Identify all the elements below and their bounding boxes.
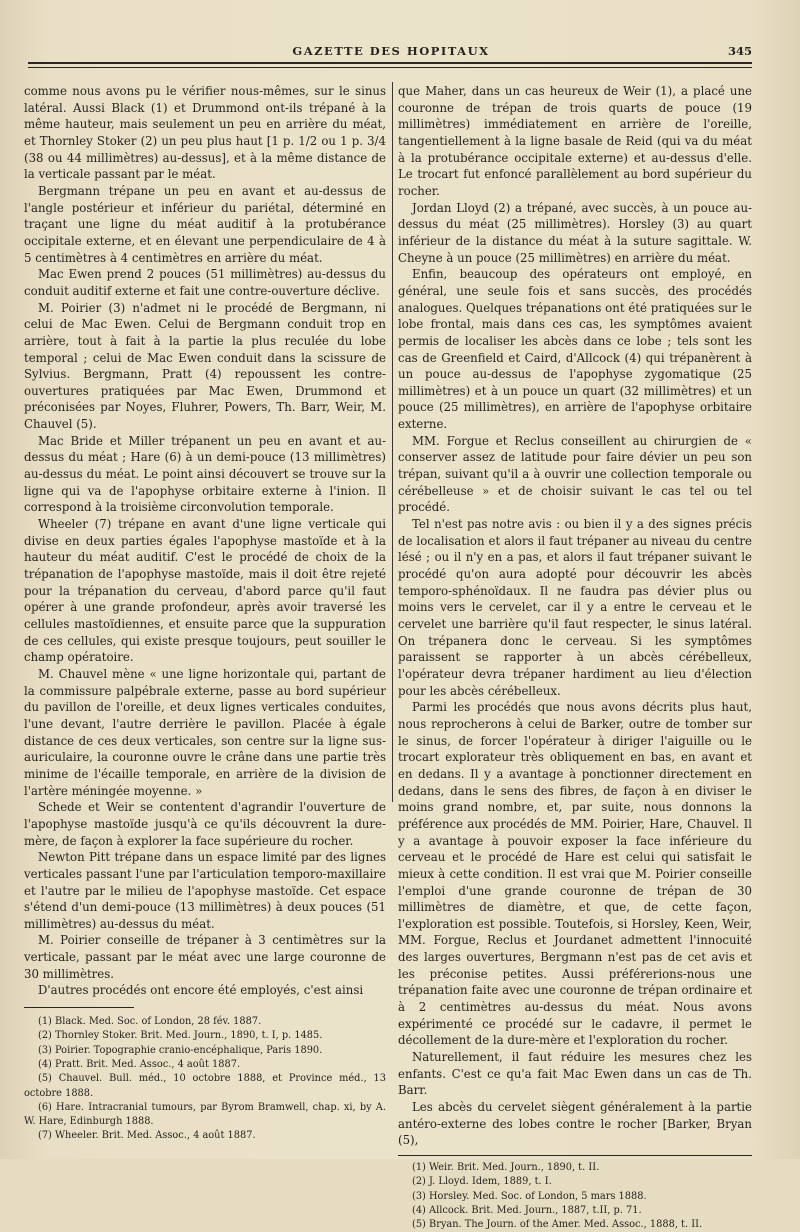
footnote: (5) Chauvel. Bull. méd., 10 octobre 1888, et Province méd., 13 octobre 1888. — [24, 1073, 386, 1099]
journal-title: GAZETTE DES HOPITAUX — [292, 44, 490, 58]
paragraph: Parmi les procédés que nous avons décrits plus haut, nous reprocherons à celui de Barker, outre de tomber sur le sinus, de forcer l'opérateur à diriger l'aiguille ou le trocart explorateur très obliquement en bas, en avant et en dedans. Il y a avantage à ponctionner directement en dedans, dans le sens des fibres, de façon à en diviser le moins grand nombre, et, par suite, nous donnons la préférence aux procédés de MM. Poirier, Hare, Chauvel. Il y a avantage à pouvoir exposer la face inférieure du cerveau et le procédé de Hare est celui qui satisfait le mieux à cette condition. Il est vrai que M. Poirier conseille l'emploi d'une grande couronne de trépan de 30 millimètres de diamètre, et que, de cette façon, l'exploration est possible. Toutefois, si Horsley, Keen, Weir, MM. Forgue, Reclus et Jourdanet admettent l'innocuité des larges ouvertures, Bergmann n'est pas de cet avis et les préconise petites. Aussi préférerions-nous une trépanation faite avec une couronne de trépan ordinaire et à 2 centimètres au-dessus du méat. Nous avons expérimenté ce procédé sur le cadavre, il permet le décollement de la dure-mère et l'exploration du rocher. — [398, 700, 752, 1048]
paragraph: Schede et Weir se contentent d'agrandir l'ouverture de l'apophyse mastoïde jusqu'à ce qu'ils découvrent la dure-mère, de façon à explorer la face supérieure du rocher. — [24, 800, 386, 848]
footnote: (3) Poirier. Topographie cranio-encéphalique, Paris 1890. — [38, 1044, 323, 1056]
paragraph: comme nous avons pu le vérifier nous-mêmes, sur le sinus latéral. Aussi Black (1) et Drummond ont-ils trépané à la même hauteur, mais seulement un peu en arrière du méat, et Thornley Stoker (2) un peu plus haut [1 p. 1/2 ou 1 p. 3/4 (38 ou 44 millimètres) au-dessus], et à la même distance de la verticale passant par le méat. — [24, 84, 386, 182]
footnote: (4) Allcock. Brit. Med. Journ., 1887, t.II, p. 71. — [412, 1204, 642, 1216]
paragraph: Bergmann trépane un peu en avant et au-dessus de l'angle postérieur et inférieur du pariétal, déterminé en traçant une ligne du méat auditif à la protubérance occipitale externe, et en élevant une perpendiculaire de 4 à 5 centimètres à 4 centimètres en arrière du méat. — [24, 183, 386, 265]
footnote: (5) Bryan. The Journ. of the Amer. Med. Assoc., 1888, t. II. — [412, 1219, 703, 1231]
footnote: (3) Horsley. Med. Soc. of London, 5 mars 1888. — [412, 1190, 647, 1202]
footnote: (7) Wheeler. Brit. Med. Assoc., 4 août 1887. — [38, 1130, 256, 1142]
footnote: (1) Weir. Brit. Med. Journ., 1890, t. II. — [412, 1162, 600, 1173]
paragraph: Tel n'est pas notre avis : ou bien il y a des signes précis de localisation et alors il faut trépaner au niveau du centre lésé ; ou il n'y en a pas, et alors il faut trépaner suivant le procédé qu'on aura adopté pour découvrir les abcès temporo-sphénoïdaux. Il ne faudra pas dévier plus ou moins vers le cervelet, car il y a entre le cerveau et le cervelet une barrière qu'il faut respecter, le sinus latéral. On trépanera donc le cerveau. Si les symptômes paraissent se rapporter à un abcès cérébelleux, l'opérateur devra trépaner hardiment au lieu d'élection pour les abcès cérébelleux. — [398, 517, 752, 698]
paragraph: MM. Forgue et Reclus conseillent au chirurgien de « conserver assez de latitude pour faire dévier un peu son trépan, suivant qu'il a à ouvrir une collection temporale ou cérébelleuse » et de choisir suivant le cas tel ou tel procédé. — [398, 433, 752, 515]
paragraph: Naturellement, il faut réduire les mesures chez les enfants. C'est ce qu'a fait Mac Ewen dans un cas de Th. Barr. — [398, 1050, 752, 1098]
paragraph: Les abcès du cervelet siègent généralement à la partie antéro-externe des lobes contre le rocher [Barker, Bryan (5), — [398, 1100, 752, 1148]
page-number: 345 — [727, 44, 752, 58]
paragraph: Mac Bride et Miller trépanent un peu en avant et au-dessus du méat ; Hare (6) à un demi-pouce (13 millimètres) au-dessus du méat. Le point ainsi découvert se trouve sur la ligne qui va de l'apophyse orbitaire externe à l'inion. Il correspond à la troisième circonvolution temporale. — [24, 433, 386, 515]
paragraph: Enfin, beaucoup des opérateurs ont employé, en général, une seule fois et sans succès, des procédés analogues. Quelques trépanations ont été pratiquées sur le lobe frontal, mais dans ces cas, les symptômes avaient permis de localiser les abcès dans ce lobe ; tels sont les cas de Greenfield et Caird, d'Allcock (4) qui trépanèrent à un pouce au-dessus de l'apophyse zygomatique (25 millimètres) et à un pouce un quart (32 millimètres) et un pouce (25 millimètres), en arrière de l'apophyse orbitaire externe. — [398, 267, 752, 432]
paragraph: M. Poirier (3) n'admet ni le procédé de Bergmann, ni celui de Mac Ewen. Celui de Bergmann conduit trop en arrière, tout à fait à la partie la plus reculée du lobe temporal ; celui de Mac Ewen conduit dans la scissure de Sylvius. Bergmann, Pratt (4) repoussent les contre-ouvertures pratiquées par Mac Ewen, Drummond et préconisées par Noyes, Fluhrer, Powers, Th. Barr, Weir, M. Chauvel (5). — [24, 300, 386, 432]
header-rule-thin — [28, 67, 752, 68]
paragraph: D'autres procédés ont encore été employés, c'est ainsi — [38, 983, 364, 998]
footnote: (2) Thornley Stoker. Brit. Med. Journ., 1890, t. I, p. 1485. — [38, 1030, 323, 1042]
paragraph: M. Chauvel mène « une ligne horizontale qui, partant de la commissure palpébrale externe, passe au bord supérieur du pavillon de l'oreille, et deux lignes verticales conduites, l'une devant, l'autre derrière le pavillon. Placée à égale distance de ces deux verticales, son centre sur la ligne sus-auriculaire, la couronne ouvre le crâne dans une partie très minime de l'écaille temporale, en arrière de la division de l'artère méningée moyenne. » — [24, 666, 386, 798]
page-header — [30, 44, 752, 64]
left-column — [24, 83, 386, 1144]
paragraph: Wheeler (7) trépane en avant d'une ligne verticale qui divise en deux parties égales l'apophyse mastoïde et à la hauteur du méat auditif. C'est le procédé de choix de la trépanation de l'apophyse mastoïde, mais il doit être rejeté pour la trépanation du cerveau, d'abord parce qu'il faut opérer à une grande profondeur, après avoir traversé les cellules mastoïdiennes, et ensuite parce que la suppuration de ces cellules, qui existe presque toujours, peut souiller le champ opératoire. — [24, 517, 386, 665]
column-divider — [392, 82, 393, 802]
footnote: (4) Pratt. Brit. Med. Assoc., 4 août 1887. — [38, 1058, 241, 1070]
right-column — [398, 83, 752, 1232]
footnote: (1) Black. Med. Soc. of London, 28 fév. 1887. — [38, 1016, 262, 1028]
paragraph: M. Poirier conseille de trépaner à 3 centimètres sur la verticale, passant par le méat avec une large couronne de 30 millimètres. — [24, 933, 386, 981]
paragraph: Jordan Lloyd (2) a trépané, avec succès, à un pouce au-dessus du méat (25 millimètres). Horsley (3) au quart inférieur de la distance du méat à la suture sagittale. W. Cheyne à un pouce (25 millimètres) en arrière du méat. — [398, 200, 752, 265]
footnote-rule — [398, 1155, 752, 1156]
footnote-rule — [24, 1007, 134, 1008]
paragraph: Newton Pitt trépane dans un espace limité par des lignes verticales passant l'une par l'articulation temporo-maxillaire et l'autre par le milieu de l'apophyse mastoïde. Cet espace s'étend d'un demi-pouce (13 millimètres) à deux pouces (51 millimètres) au-dessus du méat. — [24, 850, 386, 931]
footnote: (2) J. Lloyd. Idem, 1889, t. I. — [412, 1176, 552, 1188]
header-rule-thick — [28, 62, 752, 64]
paragraph: Mac Ewen prend 2 pouces (51 millimètres) au-dessus du conduit auditif externe et fait une contre-ouverture déclive. — [24, 267, 386, 298]
footnote: (6) Hare. Intracranial tumours, par Byrom Bramwell, chap. xi, by A. W. Hare, Edinburgh 1888. — [24, 1101, 386, 1128]
paragraph: que Maher, dans un cas heureux de Weir (1), a placé une couronne de trépan de trois quarts de pouce (19 millimètres) immédiatement en arrière de l'oreille, tangentiellement à la ligne basale de Reid (qui va du méat à la protubérance occipitale externe) et au-dessus d'elle. Le trocart fut enfoncé parallèlement au bord supérieur du rocher. — [398, 84, 752, 198]
